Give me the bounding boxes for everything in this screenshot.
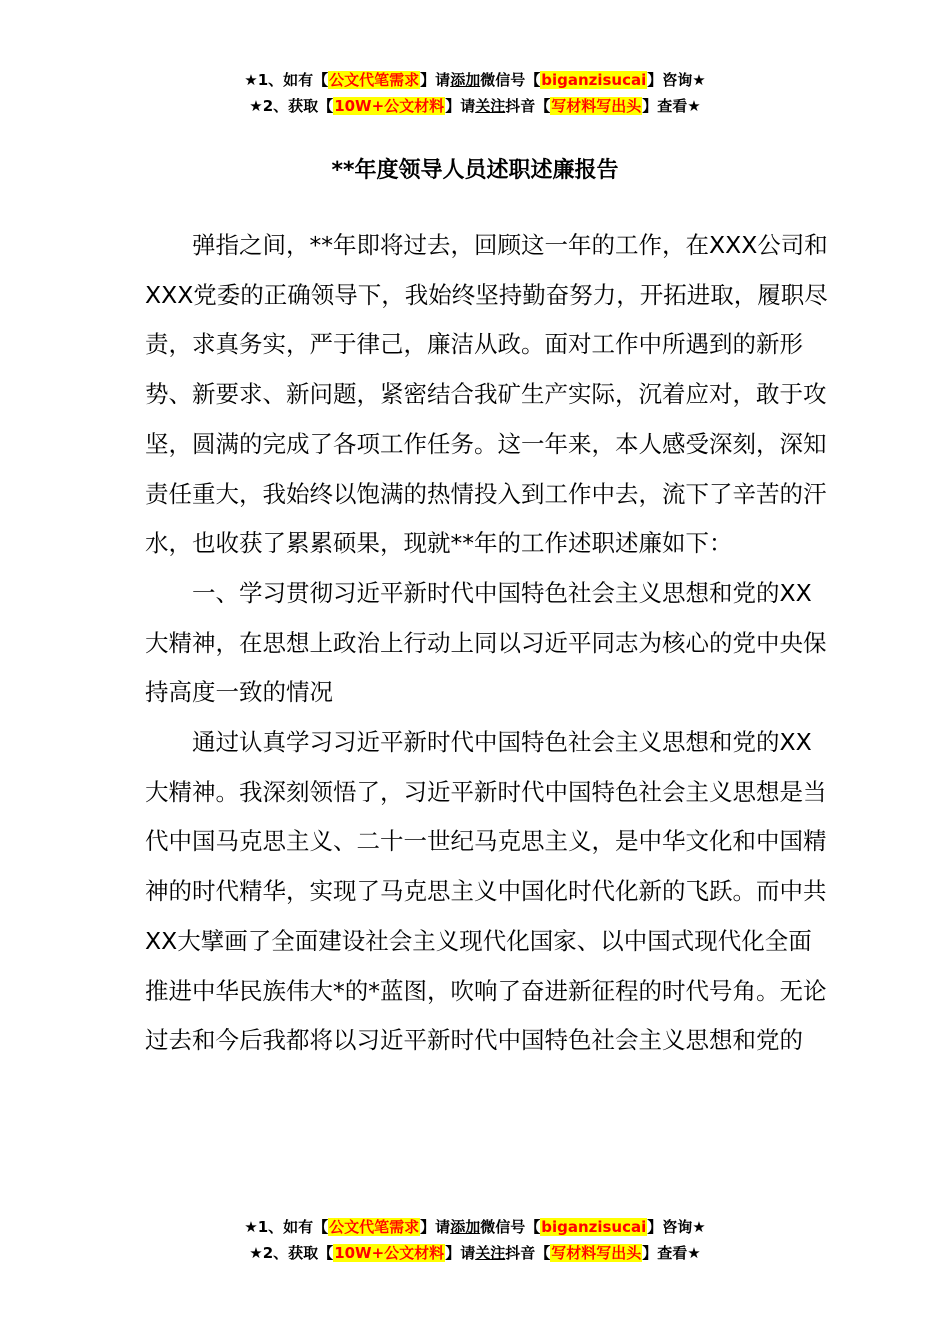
banner-text: 】请 — [445, 97, 476, 115]
banner-text: 】咨询★ — [647, 71, 706, 89]
highlight-douyin: 写材料写出头 — [551, 1244, 642, 1262]
banner-line-2 — [0, 93, 950, 119]
header-banner — [0, 67, 950, 119]
banner-text: 】咨询★ — [647, 1218, 706, 1236]
banner-underline: 关注 — [475, 1244, 506, 1262]
highlight-materials: 10W+公文材料 — [334, 97, 445, 115]
banner-text: ★1、如有【 — [244, 1218, 329, 1236]
highlight-douyin: 写材料写出头 — [551, 97, 642, 115]
banner-underline: 添加 — [450, 71, 481, 89]
highlight-wechat-id: biganzisucai — [541, 71, 647, 89]
banner-text: 抖音【 — [505, 97, 551, 115]
highlight-wechat-id: biganzisucai — [541, 1218, 647, 1236]
banner-text: ★2、获取【 — [249, 97, 334, 115]
banner-text: 微信号【 — [480, 1218, 541, 1236]
banner-text: 】请 — [420, 71, 451, 89]
banner-underline: 添加 — [450, 1218, 481, 1236]
banner-text: 】查看★ — [642, 97, 701, 115]
paragraph-intro: 弹指之间，**年即将过去，回顾这一年的工作，在XXX公司和XXX党委的正确领导下，我始终坚持勤奋努力，开拓进取，履职尽责，求真务实，严于律己，廉洁从政。面对工作中所遇到的新形势、新要求、新问题，紧密结合我矿生产实际，沉着应对，敢于攻坚，圆满的完成了各项工作任务。这一年来，本人感受深刻，深知责任重大，我始终以饱满的热情投入到工作中去，流下了辛苦的汗水，也收获了累累硕果，现就**年的工作述职述廉如下： — [145, 231, 828, 558]
banner-line-1 — [0, 67, 950, 93]
banner-text: ★1、如有【 — [244, 71, 329, 89]
banner-text: 】请 — [445, 1244, 476, 1262]
document-body — [145, 221, 830, 1066]
banner-text: 抖音【 — [505, 1244, 551, 1262]
footer-banner — [0, 1214, 950, 1266]
banner-text: ★2、获取【 — [249, 1244, 334, 1262]
highlight-service: 公文代笔需求 — [329, 71, 420, 89]
banner-line-1 — [0, 1214, 950, 1240]
banner-line-2 — [0, 1240, 950, 1266]
highlight-service: 公文代笔需求 — [329, 1218, 420, 1236]
highlight-materials: 10W+公文材料 — [334, 1244, 445, 1262]
paragraph-study: 通过认真学习习近平新时代中国特色社会主义思想和党的XX大精神。我深刻领悟了，习近平新时代中国特色社会主义思想是当代中国马克思主义、二十一世纪马克思主义，是中华文化和中国精神的时代精华，实现了马克思主义中国化时代化新的飞跃。而中共XX大擘画了全面建设社会主义现代化国家、以中国式现代化全面推进中华民族伟大*的*蓝图，吹响了奋进新征程的时代号角。无论过去和今后我都将以习近平新时代中国特色社会主义思想和党的 — [145, 728, 827, 1055]
banner-text: 微信号【 — [480, 71, 541, 89]
banner-text: 】查看★ — [642, 1244, 701, 1262]
banner-text: 】请 — [420, 1218, 451, 1236]
document-title: **年度领导人员述职述廉报告 — [331, 158, 619, 183]
paragraph-section-heading: 一、学习贯彻习近平新时代中国特色社会主义思想和党的XX大精神，在思想上政治上行动上同以习近平同志为核心的党中央保持高度一致的情况 — [145, 578, 827, 707]
banner-underline: 关注 — [475, 97, 506, 115]
